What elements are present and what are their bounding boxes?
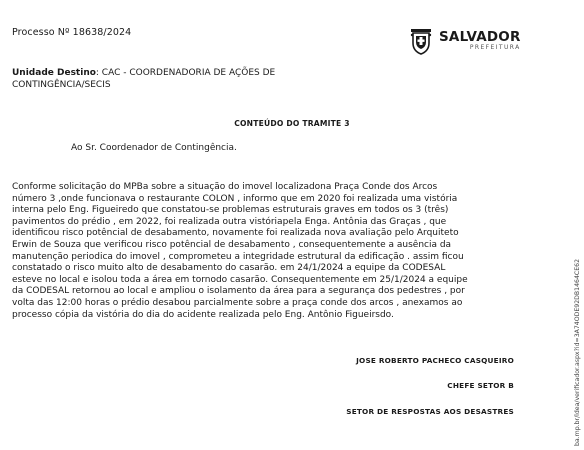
destination-label: Unidade Destino bbox=[12, 68, 96, 78]
signatory-sector: SETOR DE RESPOSTAS AOS DESASTRES bbox=[346, 407, 514, 416]
salutation: Ao Sr. Coordenador de Contingência. bbox=[71, 143, 237, 153]
coat-of-arms-icon bbox=[409, 27, 433, 55]
verification-url: ba.mp.br/ldea/verificador.aspx?id=3A74ODE92DB1464CE62 bbox=[574, 258, 581, 446]
document-body: Conforme solicitação do MPBa sobre a situação do imovel localizadona Praça Conde dos Arcos número 3 ,onde funcionava o restaurante COLON , informo que em 2020 foi realizada uma vistória interna pelo Eng. Figueiredo que constatou-se problemas estruturais graves em todos os 3 (três) pavimentos do prédio , em 2022, foi realizada outra vistóriapela Enga. Antônia das Graças , que identificou risco potêncial de desabamento, novamente foi realizada nova avaliação pelo Arquiteto Erwin de Souza que verificou risco potêncial de desabamento , consequentemente a ausência da manutenção periodica do imovel , comprometeu a integridade estrutural da edificação . assim ficou constatado o risco muito alto de desabamento do casarão. em 24/1/2024 a equipe da CODESAL esteve no local e isolou toda a área em tornodo casarão. Consequentemente em 25/1/2024 a equipe da CODESAL retornou ao local e ampliou o isolamento da área para a segurança dos pedestres , por volta das 12:00 horas o prédio desabou parcialmente sobre a praça conde dos arcos , anexamos ao processo cópia da vistória do dia do acidente realizada pelo Eng. Antônio Figueirsdo. bbox=[12, 182, 468, 320]
salvador-logo bbox=[409, 26, 529, 56]
section-title: CONTEÚDO DO TRAMITE 3 bbox=[234, 119, 350, 128]
destination-unit bbox=[12, 67, 292, 91]
logo-city-name: SALVADOR bbox=[439, 28, 521, 45]
signatory-role: CHEFE SETOR B bbox=[447, 381, 514, 390]
verification-strip bbox=[564, 230, 581, 450]
destination-value: : CAC - COORDENADORIA DE AÇÕES DE CONTINGÊNCIA/SECIS bbox=[12, 68, 276, 90]
process-number: Processo Nº 18638/2024 bbox=[12, 27, 132, 38]
signatory-name: JOSE ROBERTO PACHECO CASQUEIRO bbox=[356, 356, 514, 365]
logo-subtitle: PREFEITURA bbox=[469, 44, 521, 52]
